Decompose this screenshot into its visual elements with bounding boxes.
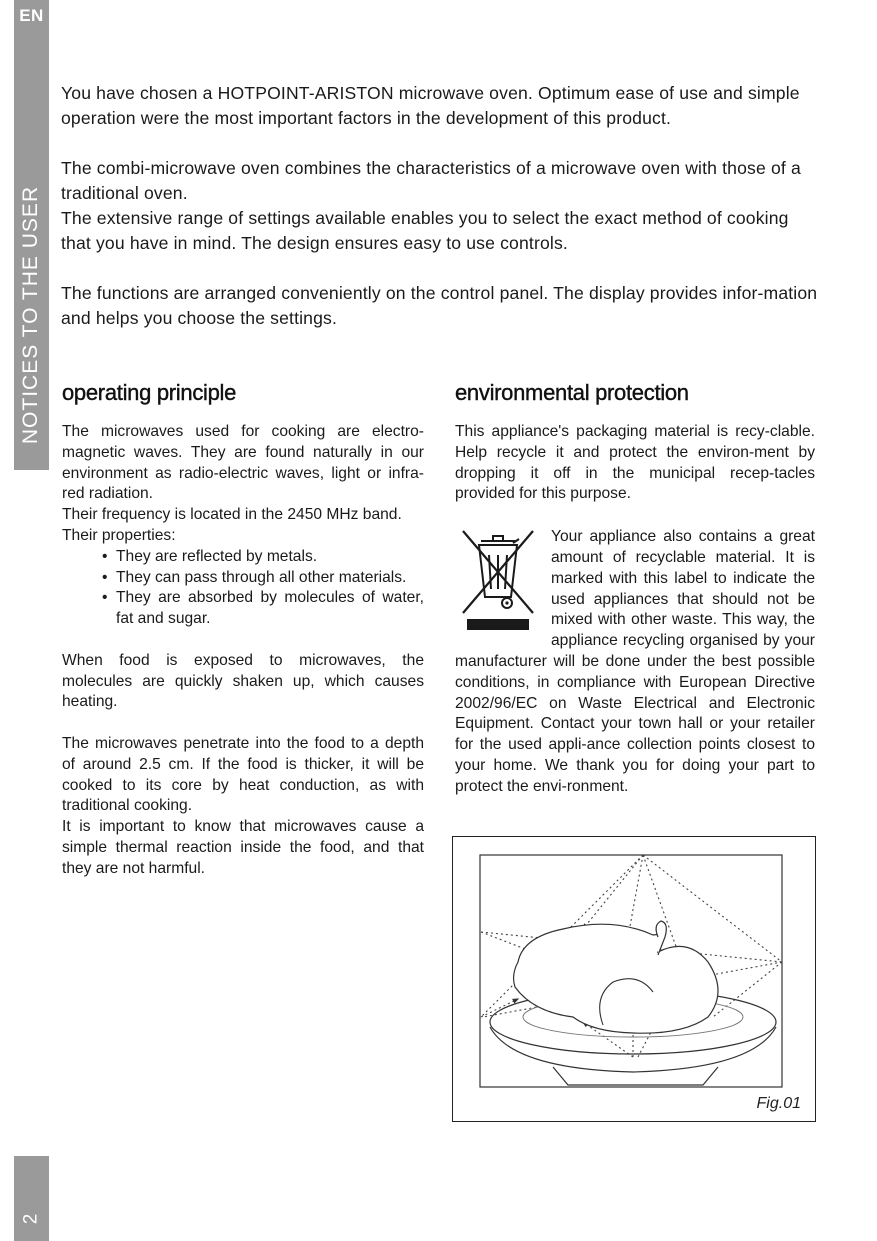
list-item: • They are absorbed by molecules of water, fat and sugar. bbox=[102, 588, 424, 630]
operating-paragraph: When food is exposed to microwaves, the molecules are quickly shaken up, which causes heating. bbox=[62, 651, 424, 711]
intro-paragraph: You have chosen a HOTPOINT-ARISTON microwave oven. Optimum ease of use and simple operation were the most important factors in the development of this product. bbox=[61, 83, 800, 128]
intro-paragraph: The extensive range of settings available enables you to select the exact method of cooking that you have in mind. The design ensures easy to use controls. bbox=[61, 208, 789, 253]
list-item: • They are reflected by metals. bbox=[102, 547, 424, 568]
intro-section bbox=[61, 81, 821, 331]
language-tab: EN bbox=[19, 6, 44, 25]
environmental-protection-heading: environmental protection bbox=[455, 380, 689, 405]
section-label bbox=[14, 170, 49, 460]
page-number: 2 bbox=[20, 1213, 42, 1224]
weee-crossed-bin-icon bbox=[459, 527, 539, 631]
environmental-protection-section bbox=[455, 380, 815, 798]
operating-paragraph: The microwaves penetrate into the food to a depth of around 2.5 cm. If the food is thicker, it will be cooked to its core by heat conduction, as with traditional cooking. bbox=[62, 734, 424, 815]
microwave-diagram bbox=[453, 837, 815, 1121]
properties-list bbox=[62, 547, 424, 630]
operating-paragraph: Their properties: bbox=[62, 526, 176, 544]
environment-paragraph: Your appliance also contains a great amount of recyclable material. It is marked with this label to indicate the used appliances that should not be mixed with other waste. This way, the appliance recycling organised by your manufacturer will be done under the best possible conditions, in compliance with European Directive 2002/96/EC on Waste Electrical and Electronic Equipment. Contact your town hall or your retailer for the used appli-ance collection points closest to your home. We thank you for doing your part to protect the envi-ronment. bbox=[455, 528, 815, 795]
operating-paragraph: Their frequency is located in the 2450 MHz band. bbox=[62, 506, 402, 524]
page-number-tab bbox=[14, 1156, 49, 1241]
figure-caption: Fig.01 bbox=[756, 1095, 801, 1112]
section-label-text: NOTICES TO THE USER bbox=[19, 185, 43, 445]
operating-principle-section bbox=[62, 380, 424, 880]
environment-paragraph: This appliance's packaging material is recy-clable. Help recycle it and protect the environ-ment by dropping it off in the municipal recep-tacles provided for this purpose. bbox=[455, 423, 815, 503]
operating-paragraph: The microwaves used for cooking are electro-magnetic waves. They are found naturally in our environment as radio-electric waves, light or infra-red radiation. bbox=[62, 423, 424, 503]
intro-paragraph: The functions are arranged conveniently on the control panel. The display provides infor-mation and helps you choose the settings. bbox=[61, 283, 818, 328]
intro-paragraph: The combi-microwave oven combines the characteristics of a microwave oven with those of a traditional oven. bbox=[61, 158, 801, 203]
operating-principle-heading: operating principle bbox=[62, 380, 237, 405]
operating-paragraph: It is important to know that microwaves cause a simple thermal reaction inside the food, and that they are not harmful. bbox=[62, 818, 424, 877]
microwave-figure bbox=[452, 836, 816, 1122]
list-item: • They can pass through all other materials. bbox=[102, 568, 424, 589]
